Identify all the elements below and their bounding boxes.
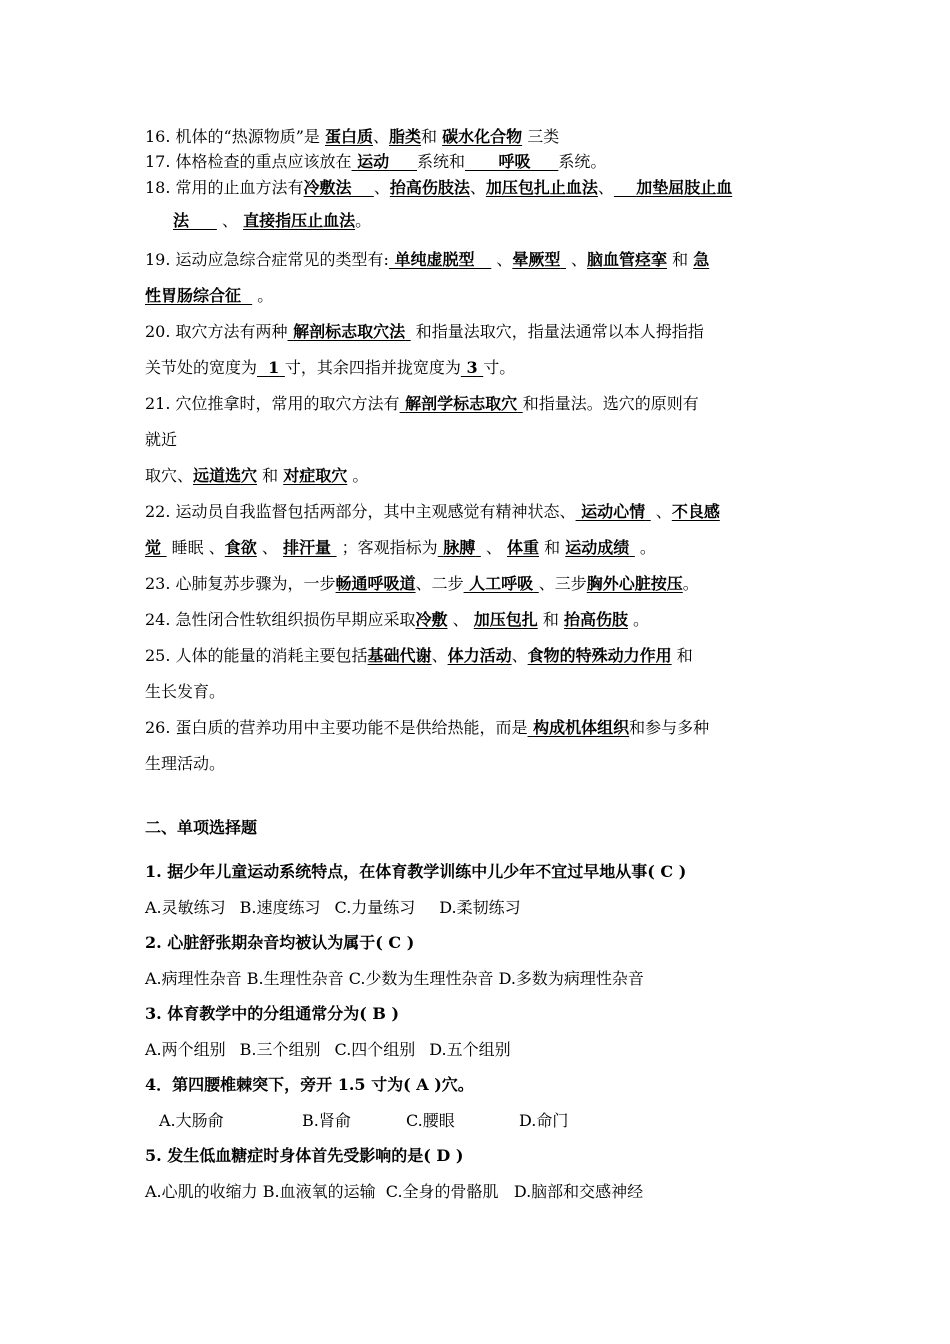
- answer: 运动: [357, 152, 390, 171]
- mcq-5-stem: 5. 发生低血糖症时身体首先受影响的是( D ): [145, 1146, 464, 1165]
- section-title: 二、单项选择题: [145, 818, 258, 837]
- answer: 体力活动: [447, 646, 512, 665]
- answer: 蛋白质: [324, 127, 373, 146]
- question-21: 21. 穴位推拿时，常用的取穴方法有 解剖学标志取穴 和指量法。选穴的原则有: [145, 394, 699, 413]
- answer: 人工呼吸: [469, 574, 534, 593]
- question-25-cont: 生长发育。: [145, 682, 226, 701]
- answer: 加垫屈肢止血: [636, 178, 733, 197]
- answer: 加压包扎: [473, 610, 538, 629]
- mcq-4-stem: 4．第四腰椎棘突下，旁开 1.5 寸为( A )穴。: [145, 1075, 474, 1094]
- option: C.全身的骨骼肌: [385, 1182, 499, 1201]
- answer: 运动成绩: [565, 538, 630, 557]
- answer: 1: [268, 358, 280, 377]
- answer: 体重: [507, 538, 540, 557]
- mcq-1-options: [145, 890, 807, 925]
- answer: 构成机体组织: [533, 718, 630, 737]
- answer: 脑血管痉挛: [587, 250, 668, 269]
- question-26-cont: 生理活动。: [145, 754, 226, 773]
- answer: 解剖学标志取穴: [405, 394, 518, 413]
- answer: 急: [693, 250, 710, 269]
- option: D.多数为病理性杂音: [498, 969, 644, 988]
- option: B.三个组别: [239, 1040, 321, 1059]
- answer: 觉: [145, 538, 162, 557]
- question-26: 26. 蛋白质的营养功用中主要功能不是供给热能，而是 构成机体组织和参与多种: [145, 718, 710, 737]
- question-23: 23. 心肺复苏步骤为，一步畅通呼吸道、二步 人工呼吸 、三步胸外心脏按压。: [145, 574, 699, 593]
- question-18-cont: 法 、 直接指压止血法。: [173, 211, 372, 230]
- question-24: 24. 急性闭合性软组织损伤早期应采取冷敷 、 加压包扎 和 抬高伤肢 。: [145, 610, 650, 629]
- option: A.两个组别: [145, 1040, 226, 1059]
- option: D.命门: [519, 1111, 569, 1130]
- answer: 基础代谢: [367, 646, 432, 665]
- answer: 加压包扎止血法: [485, 178, 598, 197]
- option: C.少数为生理性杂音: [348, 969, 494, 988]
- answer: 单纯虚脱型: [394, 250, 475, 269]
- question-20: 20. 取穴方法有两种 解剖标志取穴法 和指量法取穴，指量法通常以本人拇指指: [145, 322, 704, 341]
- answer: 脉膊: [443, 538, 476, 557]
- answer: 脂类: [389, 127, 422, 146]
- answer: 直接指压止血法: [243, 211, 356, 230]
- mcq-3-options: [145, 1032, 807, 1067]
- answer: 冷敷法: [303, 178, 352, 197]
- mcq-2-stem: 2. 心脏舒张期杂音均被认为属于( C ): [145, 933, 415, 952]
- mcq-4-options: [159, 1103, 807, 1138]
- question-21-cont: 就近: [145, 430, 178, 449]
- option: D.脑部和交感神经: [513, 1182, 644, 1201]
- option: D.柔韧练习: [439, 898, 521, 917]
- question-19: 19. 运动应急综合症常见的类型有: 单纯虚脱型 、晕厥型 、脑血管痉挛 和 急: [145, 250, 710, 269]
- mcq-1-stem: 1. 据少年儿童运动系统特点，在体育教学训练中儿少年不宜过早地从事( C ): [145, 862, 687, 881]
- option: D.五个组别: [429, 1040, 511, 1059]
- answer: 抬高伤肢: [563, 610, 628, 629]
- mcq-2-options: [145, 961, 807, 996]
- option: A.灵敏练习: [145, 898, 226, 917]
- option: B.生理性杂音: [246, 969, 344, 988]
- question-20-cont: 关节处的宽度为 1 寸，其余四指并拢宽度为 3 寸。: [145, 358, 516, 377]
- answer: 不良感: [671, 502, 720, 521]
- answer: 晕厥型: [512, 250, 561, 269]
- answer: 胸外心脏按压: [586, 574, 683, 593]
- answer: 排汗量: [282, 538, 331, 557]
- mcq-5-options: [145, 1174, 807, 1209]
- answer: 畅通呼吸道: [335, 574, 416, 593]
- option: B.速度练习: [239, 898, 321, 917]
- question-16: 16. 机体的“热源物质”是 蛋白质、脂类和 碳水化合物 三类: [145, 127, 560, 146]
- question-19-cont: 性胃肠综合征 。: [145, 286, 274, 305]
- option: A.大肠俞: [159, 1111, 224, 1130]
- option: A.病理性杂音: [145, 969, 242, 988]
- option: C.腰眼: [406, 1111, 455, 1130]
- document-page: [145, 124, 807, 1209]
- answer: 碳水化合物: [442, 127, 523, 146]
- option: A.心肌的收缩力: [145, 1182, 258, 1201]
- option: B.血液氧的运输: [262, 1182, 376, 1201]
- answer: 运动心情: [581, 502, 646, 521]
- answer: 食物的特殊动力作用: [527, 646, 672, 665]
- answer: 性胃肠综合征: [145, 286, 242, 305]
- mcq-3-stem: 3. 体育教学中的分组通常分为( B ): [145, 1004, 400, 1023]
- question-18: 18. 常用的止血方法有冷敷法 、抬高伤肢法、加压包扎止血法、 加垫屈肢止血: [145, 178, 733, 197]
- answer: 对症取穴: [283, 466, 348, 485]
- answer: 解剖标志取穴法: [293, 322, 406, 341]
- question-25: 25. 人体的能量的消耗主要包括基础代谢、体力活动、食物的特殊动力作用 和: [145, 646, 693, 665]
- question-22: 22. 运动员自我监督包括两部分，其中主观感觉有精神状态、 运动心情 、不良感: [145, 502, 720, 521]
- option: C.四个组别: [334, 1040, 416, 1059]
- answer: 法: [173, 211, 190, 230]
- answer: 食欲: [224, 538, 257, 557]
- question-21-cont2: 取穴、远道选穴 和 对症取穴 。: [145, 466, 369, 485]
- answer: 3: [466, 358, 478, 377]
- answer: 呼吸: [498, 152, 531, 171]
- question-22-cont: 觉 睡眠 、食欲 、 排汗量 ；客观指标为 脉膊 、 体重 和 运动成绩 。: [145, 538, 656, 557]
- option: C.力量练习: [334, 898, 416, 917]
- answer: 抬高伤肢法: [389, 178, 470, 197]
- question-17: 17. 体格检查的重点应该放在 运动 系统和 呼吸 系统。: [145, 152, 607, 171]
- answer: 冷敷: [415, 610, 448, 629]
- option: B.肾俞: [302, 1111, 351, 1130]
- answer: 远道选穴: [193, 466, 258, 485]
